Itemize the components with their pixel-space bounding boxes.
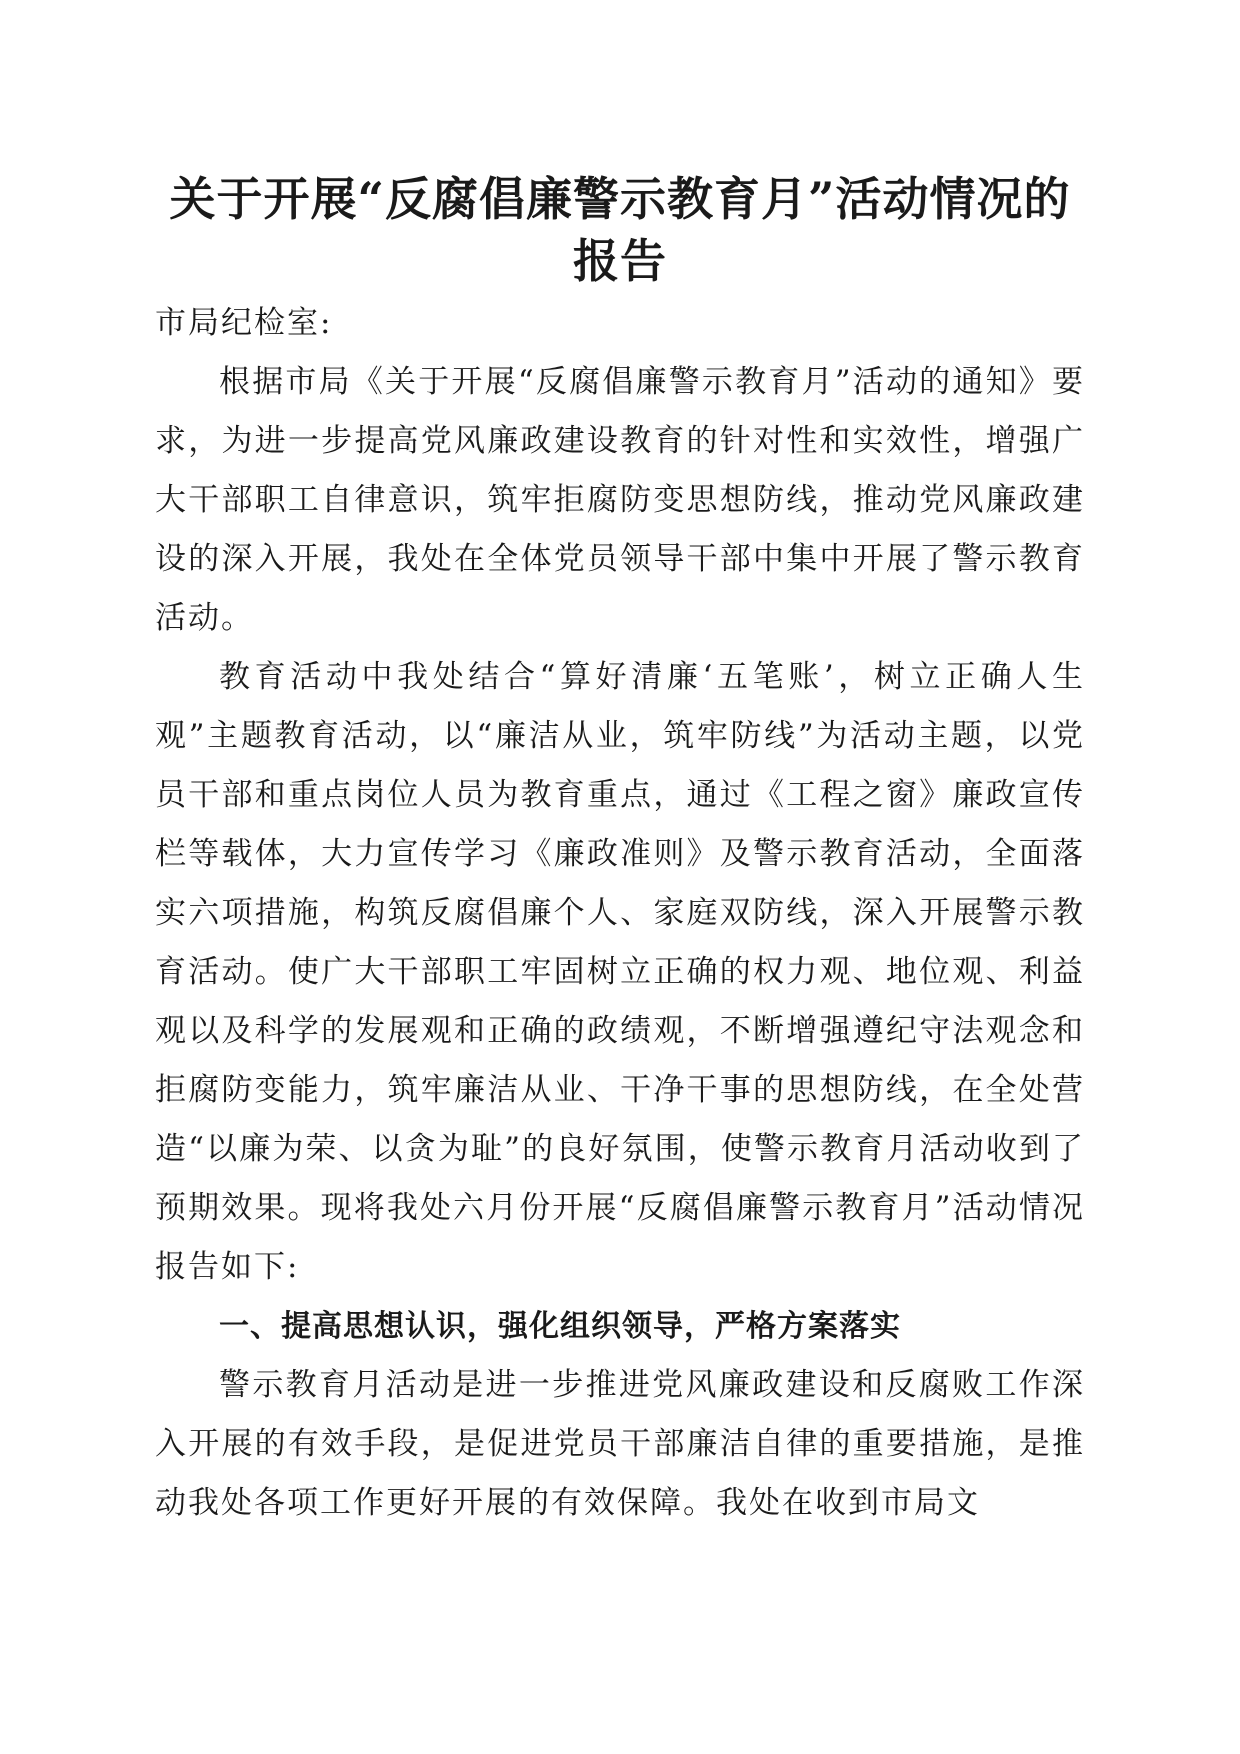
title-line-1: 关于开展“反腐倡廉警示教育月”活动情况的 xyxy=(169,172,1071,226)
document-page xyxy=(155,168,1085,1533)
section-1-heading: 一、提高思想认识，强化组织领导，严格方案落实 xyxy=(219,1309,901,1344)
paragraph-activity: 教育活动中我处结合“算好清廉‘五笔账’，树立正确人生观”主题教育活动，以“廉洁从业，筑牢防线”为活动主题，以党员干部和重点岗位人员为教育重点，通过《工程之窗》廉政宣传栏等载体，大力宣传学习《廉政准则》及警示教育活动，全面落实六项措施，构筑反腐倡廉个人、家庭双防线，深入开展警示教育活动。使广大干部职工牢固树立正确的权力观、地位观、利益观以及科学的发展观和正确的政绩观，不断增强遵纪守法观念和拒腐防变能力，筑牢廉洁从业、干净干事的思想防线，在全处营造“以廉为荣、以贪为耻”的良好氛围，使警示教育月活动收到了预期效果。现将我处六月份开展“反腐倡廉警示教育月”活动情况报告如下: xyxy=(155,659,1085,1285)
paragraph-intro: 根据市局《关于开展“反腐倡廉警示教育月”活动的通知》要求，为进一步提高党风廉政建设教育的针对性和实效性，增强广大干部职工自律意识，筑牢拒腐防变思想防线，推动党风廉政建设的深入开展，我处在全体党员领导干部中集中开展了警示教育活动。 xyxy=(155,364,1085,636)
title-line-2: 报告 xyxy=(573,234,667,288)
salutation: 市局纪检室: xyxy=(155,305,333,341)
document-title xyxy=(155,168,1085,292)
section-1-paragraph: 警示教育月活动是进一步推进党风廉政建设和反腐败工作深入开展的有效手段，是促进党员干部廉洁自律的重要措施，是推动我处各项工作更好开展的有效保障。我处在收到市局文 xyxy=(155,1367,1085,1521)
